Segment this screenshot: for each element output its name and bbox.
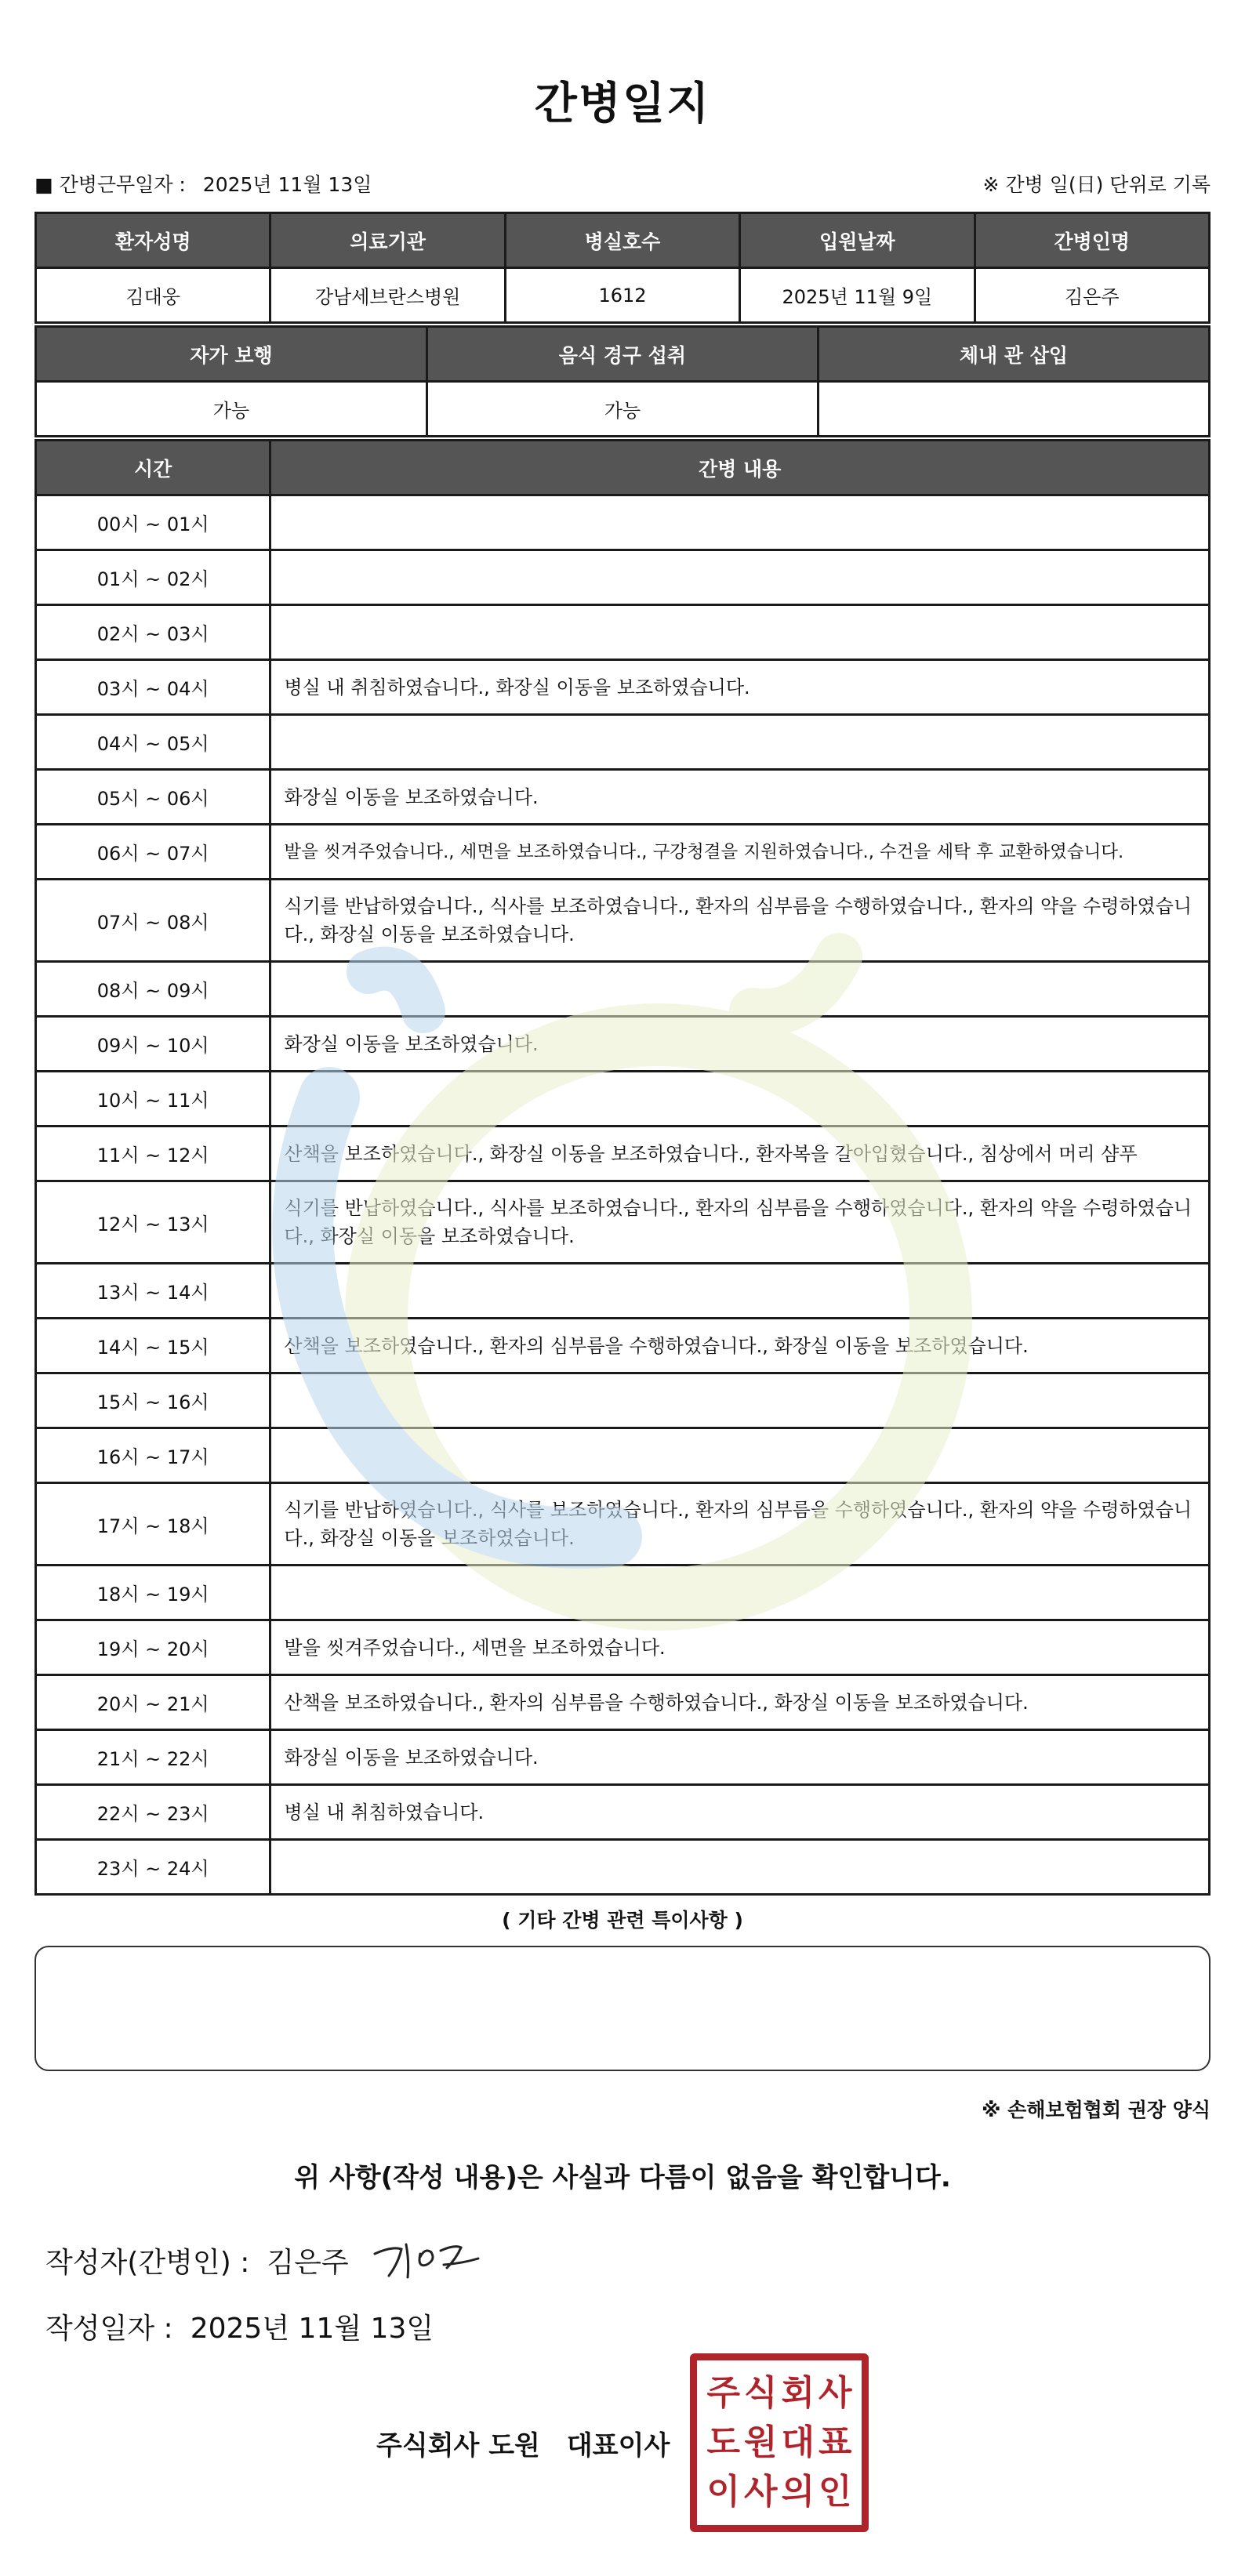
header-time: 시간	[36, 441, 270, 495]
table-row	[36, 660, 1210, 715]
work-date-value: 2025년 11월 13일	[202, 173, 372, 196]
content-cell: 발을 씻겨주었습니다., 세면을 보조하였습니다.	[270, 1620, 1210, 1675]
table-row	[36, 825, 1210, 880]
header-walking: 자가 보행	[36, 327, 427, 382]
header-hospital: 의료기관	[270, 213, 505, 268]
patient-header-row	[36, 213, 1210, 268]
content-cell: 병실 내 취침하였습니다., 화장실 이동을 보조하였습니다.	[270, 660, 1210, 715]
admission-date: 2025년 11월 9일	[740, 268, 975, 323]
table-row	[36, 770, 1210, 825]
content-cell: 산책을 보조하였습니다., 화장실 이동을 보조하였습니다., 환자복을 갈아입혔습니다., 침상에서 머리 샴푸	[270, 1127, 1210, 1181]
signature-icon	[368, 2230, 486, 2285]
table-row	[36, 715, 1210, 770]
table-row	[36, 962, 1210, 1017]
seal-char: 주	[706, 2372, 740, 2413]
table-row	[36, 605, 1210, 660]
walking-value: 가능	[36, 382, 427, 437]
writer-name: 김은주	[267, 2247, 349, 2279]
time-cell: 04시 ~ 05시	[36, 715, 270, 770]
time-cell: 13시 ~ 14시	[36, 1264, 270, 1319]
content-cell: 식기를 반납하였습니다., 식사를 보조하였습니다., 환자의 심부름을 수행하였습니다., 환자의 약을 수령하였습니다., 화장실 이동을 보조하였습니다.	[270, 1483, 1210, 1566]
form-note: ※ 손해보험협회 권장 양식	[982, 2099, 1211, 2121]
unit-note: ※ 간병 일(日) 단위로 기록	[982, 173, 1211, 196]
time-cell: 17시 ~ 18시	[36, 1483, 270, 1566]
content-cell: 화장실 이동을 보조하였습니다.	[270, 770, 1210, 825]
table-row	[36, 1620, 1210, 1675]
table-row	[36, 1181, 1210, 1264]
time-cell: 06시 ~ 07시	[36, 825, 270, 880]
header-tube-insertion: 체내 관 삽입	[818, 327, 1209, 382]
seal-char: 사	[818, 2372, 852, 2413]
time-cell: 05시 ~ 06시	[36, 770, 270, 825]
seal-char: 대	[781, 2422, 815, 2462]
content-cell	[270, 550, 1210, 605]
time-cell: 19시 ~ 20시	[36, 1620, 270, 1675]
oral-intake-value: 가능	[426, 382, 818, 437]
page-title: 간병일지	[534, 78, 711, 129]
table-row	[36, 880, 1210, 962]
content-cell: 발을 씻겨주었습니다., 세면을 보조하였습니다., 구강청결을 지원하였습니다., 수건을 세탁 후 교환하였습니다.	[270, 825, 1210, 880]
table-row	[36, 1730, 1210, 1785]
time-cell: 02시 ~ 03시	[36, 605, 270, 660]
seal-char: 이	[706, 2472, 740, 2513]
content-cell: 식기를 반납하였습니다., 식사를 보조하였습니다., 환자의 심부름을 수행하였습니다., 환자의 약을 수령하였습니다., 화장실 이동을 보조하였습니다.	[270, 1181, 1210, 1264]
content-cell	[270, 1072, 1210, 1127]
patient-name: 김대웅	[36, 268, 270, 323]
time-cell: 23시 ~ 24시	[36, 1840, 270, 1895]
content-cell	[270, 1840, 1210, 1895]
table-row	[36, 495, 1210, 550]
time-cell: 20시 ~ 21시	[36, 1675, 270, 1730]
written-date: 2025년 11월 13일	[190, 2313, 434, 2345]
tube-insertion-value	[818, 382, 1209, 437]
seal-char: 식	[743, 2372, 778, 2413]
content-cell: 산책을 보조하였습니다., 환자의 심부름을 수행하였습니다., 화장실 이동을 보조하였습니다.	[270, 1675, 1210, 1730]
content-cell	[270, 495, 1210, 550]
time-cell: 07시 ~ 08시	[36, 880, 270, 962]
work-date-label: ■ 간병근무일자 :	[34, 173, 186, 196]
header-oral-intake: 음식 경구 섭취	[426, 327, 818, 382]
content-cell: 화장실 이동을 보조하였습니다.	[270, 1017, 1210, 1072]
table-row	[36, 1319, 1210, 1373]
company-name: 주식회사 도원	[376, 2430, 540, 2462]
status-value-row	[36, 382, 1210, 437]
content-cell: 식기를 반납하였습니다., 식사를 보조하였습니다., 환자의 심부름을 수행하였습니다., 환자의 약을 수령하였습니다., 화장실 이동을 보조하였습니다.	[270, 880, 1210, 962]
confirmation-statement: 위 사항(작성 내용)은 사실과 다름이 없음을 확인합니다.	[294, 2162, 951, 2193]
table-row	[36, 1566, 1210, 1620]
time-cell: 08시 ~ 09시	[36, 962, 270, 1017]
writer-line	[45, 2240, 349, 2280]
notes-label: ( 기타 간병 관련 특이사항 )	[502, 1909, 743, 1932]
time-cell: 15시 ~ 16시	[36, 1373, 270, 1428]
table-row	[36, 550, 1210, 605]
header-care-content: 간병 내용	[270, 441, 1210, 495]
seal-char: 표	[818, 2422, 852, 2462]
time-cell: 14시 ~ 15시	[36, 1319, 270, 1373]
table-row	[36, 1483, 1210, 1566]
content-cell	[270, 1428, 1210, 1483]
header-caregiver: 간병인명	[975, 213, 1209, 268]
time-cell: 10시 ~ 11시	[36, 1072, 270, 1127]
ceo-label: 대표이사	[566, 2430, 670, 2462]
written-date-line	[45, 2306, 434, 2346]
table-row	[36, 1072, 1210, 1127]
written-date-label: 작성일자 :	[45, 2313, 173, 2345]
seal-char: 원	[743, 2422, 778, 2462]
content-cell	[270, 962, 1210, 1017]
status-header-row	[36, 327, 1210, 382]
content-cell	[270, 715, 1210, 770]
table-row	[36, 1017, 1210, 1072]
time-cell: 09시 ~ 10시	[36, 1017, 270, 1072]
content-cell	[270, 1264, 1210, 1319]
table-row	[36, 1428, 1210, 1483]
content-cell: 병실 내 취침하였습니다.	[270, 1785, 1210, 1840]
header-patient-name: 환자성명	[36, 213, 270, 268]
seal-char: 인	[818, 2472, 852, 2513]
hospital-name: 강남세브란스병원	[270, 268, 505, 323]
content-cell	[270, 1373, 1210, 1428]
patient-value-row	[36, 268, 1210, 323]
time-cell: 16시 ~ 17시	[36, 1428, 270, 1483]
time-cell: 03시 ~ 04시	[36, 660, 270, 715]
patient-info-table	[34, 212, 1211, 324]
header-admission-date: 입원날짜	[740, 213, 975, 268]
writer-label: 작성자(간병인) :	[45, 2247, 250, 2279]
time-cell: 11시 ~ 12시	[36, 1127, 270, 1181]
time-cell: 12시 ~ 13시	[36, 1181, 270, 1264]
work-date-line	[34, 169, 372, 198]
patient-status-table	[34, 325, 1211, 437]
caregiver-name: 김은주	[975, 268, 1209, 323]
seal-char: 도	[706, 2422, 740, 2462]
time-cell: 01시 ~ 02시	[36, 550, 270, 605]
seal-char: 의	[781, 2472, 815, 2513]
time-cell: 21시 ~ 22시	[36, 1730, 270, 1785]
table-row	[36, 1840, 1210, 1895]
time-cell: 00시 ~ 01시	[36, 495, 270, 550]
time-cell: 22시 ~ 23시	[36, 1785, 270, 1840]
table-row	[36, 1785, 1210, 1840]
notes-box	[34, 1946, 1211, 2071]
table-row	[36, 1127, 1210, 1181]
content-cell: 화장실 이동을 보조하였습니다.	[270, 1730, 1210, 1785]
table-row	[36, 1373, 1210, 1428]
time-cell: 18시 ~ 19시	[36, 1566, 270, 1620]
seal-char: 회	[781, 2372, 815, 2413]
room-number: 1612	[505, 268, 739, 323]
table-row	[36, 1264, 1210, 1319]
company-line	[376, 2424, 670, 2462]
table-row	[36, 1675, 1210, 1730]
content-cell: 산책을 보조하였습니다., 환자의 심부름을 수행하였습니다., 화장실 이동을 보조하였습니다.	[270, 1319, 1210, 1373]
hourly-log-table	[34, 439, 1211, 1896]
seal-char: 사	[743, 2472, 778, 2513]
company-seal-icon	[690, 2353, 869, 2532]
log-header-row	[36, 441, 1210, 495]
content-cell	[270, 1566, 1210, 1620]
content-cell	[270, 605, 1210, 660]
header-room: 병실호수	[505, 213, 739, 268]
